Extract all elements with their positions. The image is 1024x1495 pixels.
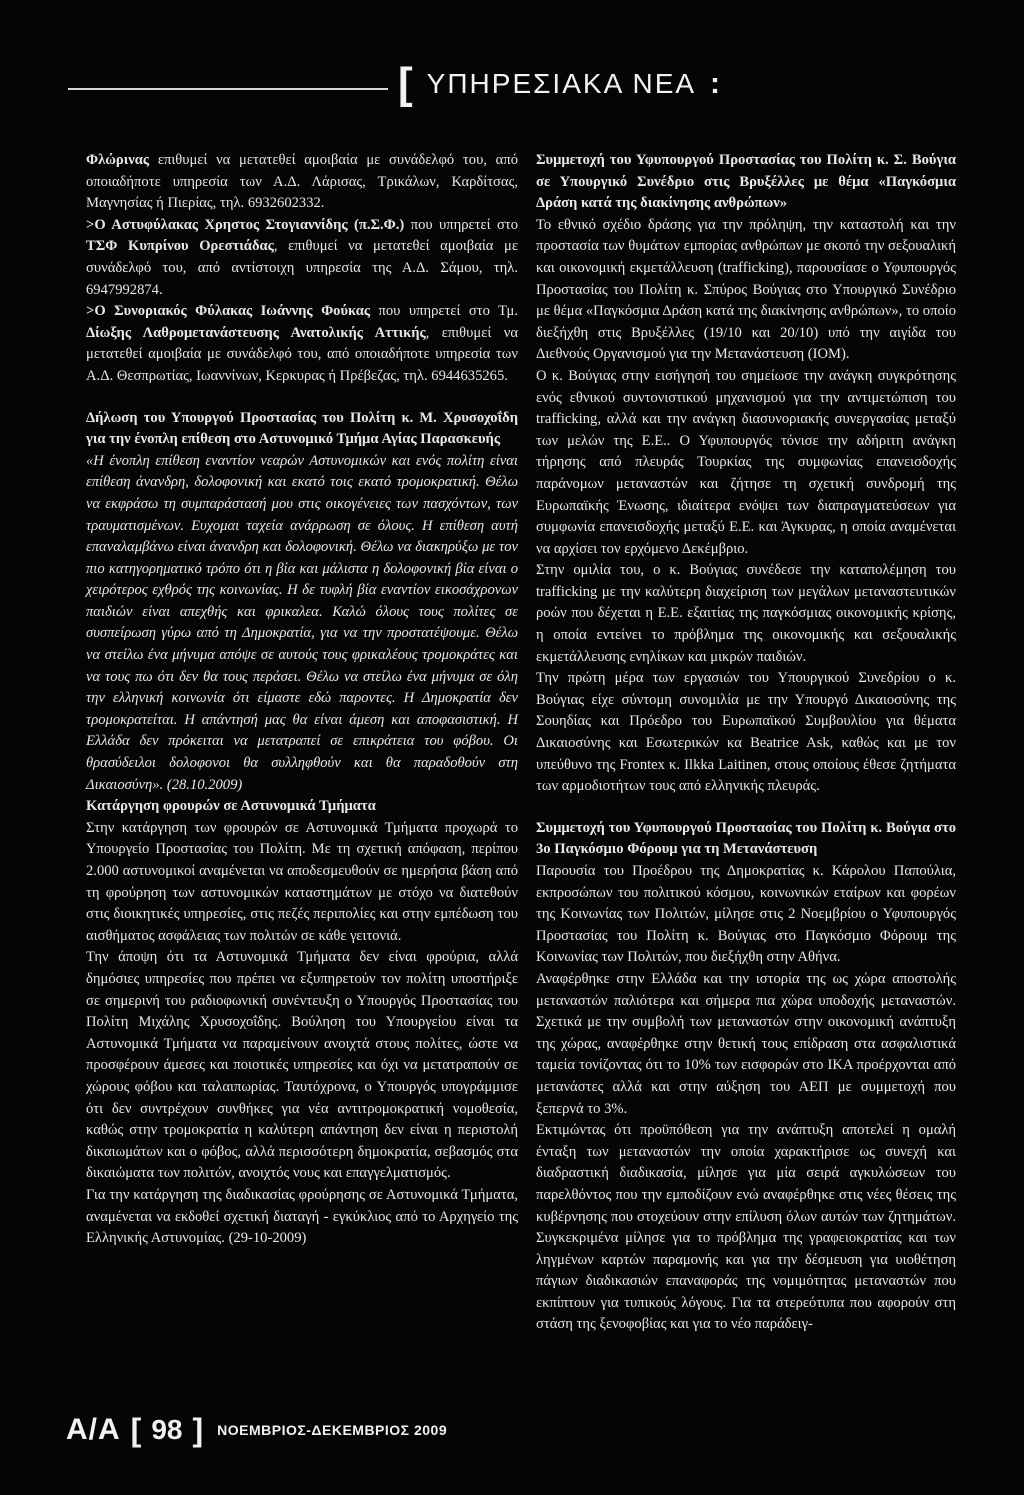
header-bracket: [ — [398, 59, 413, 108]
article-paragraph: Την άποψη ότι τα Αστυνομικά Τμήματα δεν είναι φρούρια, αλλά δημόσιες υπηρεσίες που πρέπει να εξυπηρετούν τον πολίτη υποστήριξε σε σημερινή του ραδιοφωνική συνέντευξη ο Υπουργός Προστασίας του Πολίτη Μιχάλης Χρυσοχοΐδης. Βούληση του Υπουργείου είναι τα Αστυνομικά Τμήματα να παραμείνουν ανοιχτά στους πολίτες, ώστε να προσφέρουν άμεσες και ποιοτικές υπηρεσίες και όχι να μετατραπούν σε χώρους φόβου και ταλαιπωρίας. Ταυτόχρονα, ο Υπουργός υπογράμμισε ότι δεν συντρέχουν συνθήκες για νέα αντιτρομοκρατική νομοθεσία, καθώς στην τρομοκρατία η καλύτερη απάντηση δεν είναι η περιστολή δικαιωμάτων και ο φόβος, αλλά περισσότερη δημοκρατία, σεβασμός στα δικαιώματα των πολιτών, ανοιχτός νους και επαγγελματισμός. — [86, 949, 518, 1182]
page-footer — [66, 1408, 447, 1452]
section-header — [398, 56, 978, 112]
left-column — [86, 150, 518, 1250]
issue-date: ΝΟΕΜΒΡΙΟΣ-ΔΕΚΕΜΒΡΙΟΣ 2009 — [217, 1422, 448, 1438]
article-paragraph: Την πρώτη μέρα των εργασιών του Υπουργικού Συνεδρίου ο κ. Βούγιας είχε σύντομη συνομιλία με την Υπουργό Δικαιοσύνης της Σουηδίας και Πρόεδρο του Ευρωπαϊκού Συμβουλίου για θέματα Δικαιοσύνης και Εσωτερικών κα Beatrice Ask, καθώς και με τον υπεύθυνο της Frontex κ. Ilkka Laitinen, στους οποίους έθεσε ζητήματα των αρμοδιοτήτων τους από ελληνικής πλευράς. — [536, 670, 956, 795]
article-paragraph: Ο κ. Βούγιας στην εισήγησή του σημείωσε την ανάγκη συγκρότησης ενός εθνικού συντονιστικού μηχανισμού για την αντιμετώπιση του trafficking, αλλά και την ανάγκη διασυνοριακής συνεργασίας μεταξύ των μελών της Ε.Ε.. Ο Υφυπουργός τόνισε την αδήριτη ανάγκη τήρησης από πλευράς Τουρκίας της συμφωνίας επανεισδοχής παράνομων μεταναστών και ζήτησε τη σχετική συνδρομή της Ευρωπαϊκής Ένωσης, ιδιαίτερα ενόψει των διαπραγματεύσεων για συμφωνία επανεισδοχής μεταξύ Ε.Ε. και Άγκυρας, η οποία αναμένεται να αρχίσει τον ερχόμενο Δεκέμβριο. — [536, 367, 956, 557]
article-paragraph: Παρουσία του Προέδρου της Δημοκρατίας κ. Κάρολου Παπούλια, εκπροσώπων του πολιτικού κόσμου, κοινωνικών εταίρων και φορέων της Κοινωνίας των Πολιτών, μίλησε στις 2 Νοεμβρίου ο Υφυπουργός Προστασίας του Πολίτη κ. Βούγιας στο Παγκόσμιο Φόρουμ της Κοινωνίας των Πολιτών, που διεξήχθη στην Αθήνα. — [536, 863, 956, 966]
footer-bracket-left: [ — [130, 1411, 142, 1448]
article-paragraph: Στην κατάργηση των φρουρών σε Αστυνομικά Τμήματα προχωρά το Υπουργείο Προστασίας του Πολίτη. Με τη σχετική απόφαση, περίπου 2.000 αστυνομικοί αναμένεται να αποδεσμευθούν σε ημερήσια βάση από τη φρούρηση των αστυνομικών καταστημάτων με στόχο να διατεθούν στις διοικητικές υπηρεσίες, στις πεζές περιπολίες και στην εμπέδωση του αισθήματος ασφάλειας των πολιτών σε κάθε γειτονιά. — [86, 819, 518, 944]
article-paragraph: Αναφέρθηκε στην Ελλάδα και την ιστορία της ως χώρα αποστολής μεταναστών παλιότερα και σήμερα πια χώρα υποδοχής μεταναστών. Σχετικά με την συμβολή των μεταναστών στην οικονομική ανάπτυξη της χώρας, αναφέρθηκε στην θετική τους επίδραση στα ασφαλιστικά ταμεία τονίζοντας ότι το 10% των εισφορών στο ΙΚΑ προέρχονται από μετανάστες αλλά και στην αύξηση του ΑΕΠ με συμμετοχή που ξεπερνά το 3%. — [536, 970, 956, 1117]
article-paragraph: Στην ομιλία του, ο κ. Βούγιας συνέδεσε την καταπολέμηση του trafficking με την καλύτερη διαχείριση των μεγάλων μεταναστευτικών ροών που δέχεται η Ε.Ε. εξαιτίας της παγκόσμιας οικονομικής κρίσης, η οποία εντείνει το πρόβλημα της οικονομικής και σεξουαλικής εκμετάλλευσης ενηλίκων και μικρών παιδιών. — [536, 562, 956, 665]
article-heading-forum: Συμμετοχή του Υφυπουργού Προστασίας του Πολίτη κ. Βούγια στο 3ο Παγκόσμιο Φόρουμ για τη Μετανάστευση — [536, 819, 956, 858]
transfer-notice-2: >Ο Αστυφύλακας Χρηστος Στογιαννίδης (π.Σ.Φ.) που υπηρετεί στο ΤΣΦ Κυπρίνου Ορεστιάδας, επιθυμεί να μετατεθεί αμοιβαία με συνάδελφό του, από αντίστοιχη υπηρεσία της Α.Δ. Σάμου, τηλ. 6947992874. — [86, 216, 518, 298]
header-rule — [68, 88, 388, 90]
section-title: ΥΠΗΡΕΣΙΑΚΑ ΝΕΑ — [426, 68, 697, 99]
transfer-notice-1: Φλώρινας επιθυμεί να μετατεθεί αμοιβαία με συνάδελφό του, από οποιαδήποτε υπηρεσία των Α.Δ. Λάρισας, Τρικάλων, Καρδίτσας, Μαγνησίας ή Πιερίας, τηλ. 6932602332. — [86, 152, 518, 212]
article-paragraph: Για την κατάργηση της διαδικασίας φρούρησης σε Αστυνομικά Τμήματα, αναμένεται να εκδοθεί σχετική διαταγή - εγκύκλιος από το Αρχηγείο της Ελληνικής Αστυνομίας. (29-10-2009) — [86, 1186, 518, 1247]
article-heading-guards: Κατάργηση φρουρών σε Αστυνομικά Τμήματα — [86, 798, 376, 815]
article-heading-brussels: Συμμετοχή του Υφυπουργού Προστασίας του Πολίτη κ. Σ. Βούγια σε Υπουργικό Συνέδριο στις Βρυξέλλες με θέμα «Παγκόσμια Δράση κατά της διακίνησης ανθρώπων» — [536, 152, 956, 212]
article-heading-statement: Δήλωση του Υπουργού Προστασίας του Πολίτη κ. Μ. Χρυσοχοΐδη για την ένοπλη επίθεση στο Αστυνομικό Τμήμα Αγίας Παρασκευής — [86, 409, 518, 448]
page-number: 98 — [151, 1414, 183, 1445]
right-column — [536, 150, 956, 1336]
magazine-name: Α/Α — [66, 1413, 121, 1446]
article-paragraph: Το εθνικό σχέδιο δράσης για την πρόληψη, την καταστολή και την προστασία των θυμάτων εμπορίας ανθρώπων με σκοπό την σεξουαλική και οικονομική εκμετάλλευση (trafficking), παρουσίασε ο Υφυπουργός Προστασίας του Πολίτη κ. Σπύρος Βούγιας στο Υπουργικό Συνέδριο με θέμα «Παγκόσμια Δράση κατά της διακίνησης ανθρώπων», το οποίο διεξήχθη στις Βρυξέλλες (19/10 και 20/10) υπό την αιγίδα του Διεθνούς Οργανισμού για την Μετανάστευση (ΙΟΜ). — [536, 216, 956, 363]
transfer-notice-3: >Ο Συνοριακός Φύλακας Ιωάννης Φούκας που υπηρετεί στο Τμ. Δίωξης Λαθρομετανάστευσης Ανατολικής Αττικής, επιθυμεί να μετατεθεί αμοιβαία με συνάδελφό του, από οποιαδήποτε υπηρεσία των Α.Δ. Θεσπρωτίας, Ιωαννίνων, Κερκυρας ή Πρέβεζας, τηλ. 6944635265. — [86, 303, 518, 384]
article-paragraph: Εκτιμώντας ότι προϋπόθεση για την ανάπτυξη αποτελεί η ομαλή ένταξη των μεταναστών την οποία χαρακτήρισε ως συνεχή και διαδραστική διαδικασία, μίλησε για μία σειρά αγκυλώσεων του παρελθόντος που την εμποδίζουν ενώ αναφέρθηκε στις νέες θέσεις της κυβέρνησης που στοχεύουν στην επίλυση όλων αυτών των ζητημάτων. Συγκεκριμένα μίλησε για το πρόβλημα της γραφειοκρατίας και των ληγμένων καρτών παραμονής και για την δέσμευση για υιοθέτηση πάγιων διαδικασιών επαναφοράς της νομιμότητας μεταναστών που εκπίπτουν για τυπικούς λόγους. Για τα στερεότυπα που αφορούν στη στάση της ξενοφοβίας και για το νέο παράδειγ- — [536, 1122, 956, 1333]
minister-quote: «Η ένοπλη επίθεση εναντίον νεαρών Αστυνομικών και ενός πολίτη είναι επίθεση άνανδρη, δολοφονική και εκατό τοις εκατό τρομοκρατική. Θέλω να εκφράσω τη συμπαράστασή μου στις οικογένειες των πασχόντων, των τραυματισμένων. Ευχομαι ταχεία ανάρρωση σε όλους. Η επίθεση αυτή επαναλαμβάνω είναι άνανδρη και δολοφονική. Θέλω να διακηρύξω με τον πιο κατηγορηματικό τρόπο ότι η βία και μάλιστα η δολοφονική βία είναι ο χειρότερος εχθρός της κοινωνίας. Η δε τυφλή βία εναντίον εικοσάχρονων παιδιών είναι απεχθής και φρικαλεα. Καλώ όλους τους πολίτες σε συσπείρωση γύρω από τη Δημοκρατία, για να την προστατέψουμε. Θέλω να στείλω ένα μήνυμα απόψε σε αυτούς τους φρικαλέους τρομοκράτες και να τους πω ότι δεν θα τους περάσει. Θέλω να στείλω ένα μήνυμα σε όλη την ελληνική κοινωνία ότι είμαστε εδώ παροντες. Η Δημοκρατία δεν τρομοκρατείται. Η απάντησή μας θα είναι άμεση και αποφασιστική. Η Ελλάδα δεν πρόκειται να μετατραπεί σε επικράτεια του φόβου. Οι θρασύδειλοι δολοφονοι θα συλληφθούν και θα παραδοθούν στη Δικαιοσύνη». (28.10.2009) — [86, 452, 518, 793]
header-dots: : — [710, 67, 721, 100]
footer-bracket-right: ] — [192, 1411, 204, 1448]
